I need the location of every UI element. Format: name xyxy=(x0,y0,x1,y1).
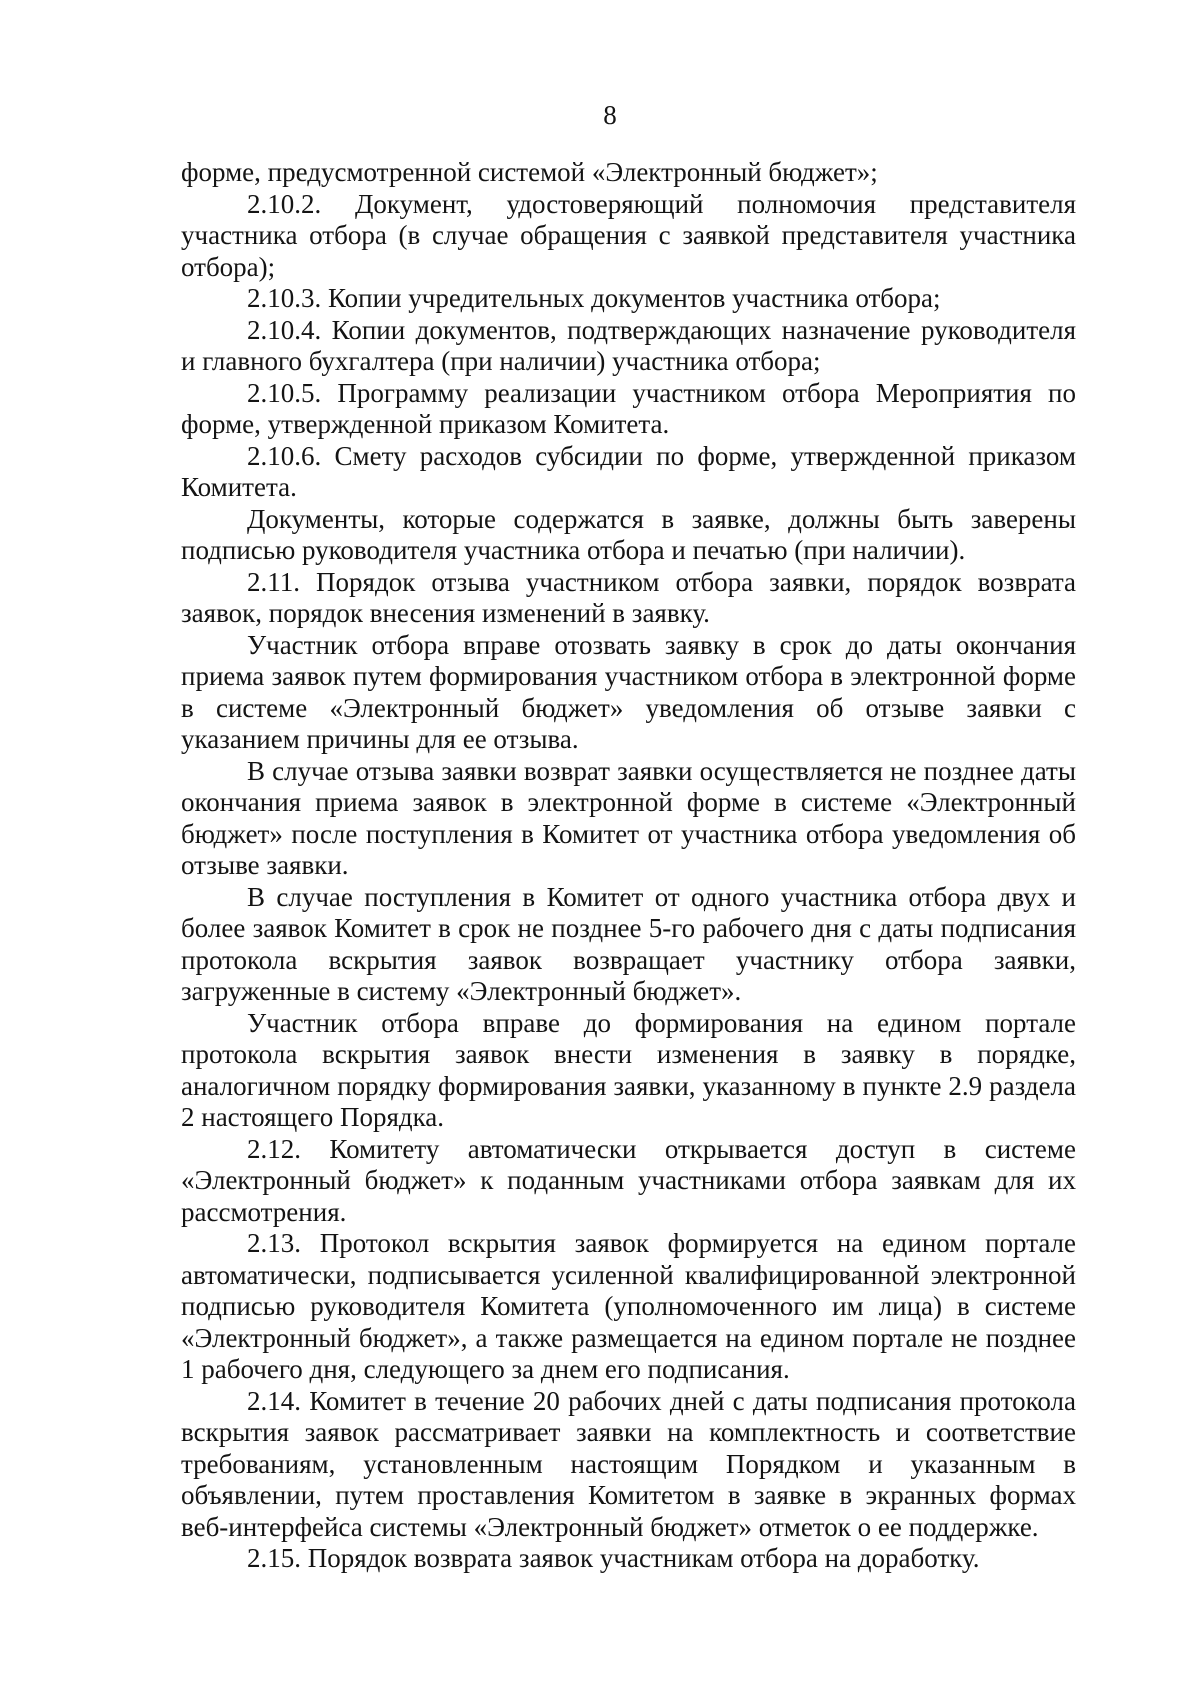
paragraph: 2.10.4. Копии документов, подтверждающих назначение руководителя и главного бухгалтера (при наличии) участника отбора; xyxy=(181,314,1076,376)
paragraph: В случае отзыва заявки возврат заявки осуществляется не позднее даты окончания приема заявок в электронной форме в системе «Электронный бюджет» после поступления в Комитет от участника отбора уведомления об отзыве заявки. xyxy=(181,755,1076,880)
paragraph: 2.10.6. Смету расходов субсидии по форме, утвержденной приказом Комитета. xyxy=(181,440,1076,502)
paragraph: форме, предусмотренной системой «Электронный бюджет»; xyxy=(181,157,878,187)
paragraph: Документы, которые содержатся в заявке, должны быть заверены подписью руководителя участника отбора и печатью (при наличии). xyxy=(181,503,1076,565)
paragraph: 2.10.3. Копии учредительных документов участника отбора; xyxy=(247,283,941,313)
paragraph: 2.15. Порядок возврата заявок участникам отбора на доработку. xyxy=(247,1543,980,1573)
paragraph: 2.10.2. Документ, удостоверяющий полномочия представителя участника отбора (в случае обращения с заявкой представителя участника отбора); xyxy=(181,188,1076,282)
page-number: 8 xyxy=(603,100,617,130)
paragraph: 2.14. Комитет в течение 20 рабочих дней с даты подписания протокола вскрытия заявок рассматривает заявки на комплектность и соответствие требованиям, установленным настоящим Порядком и указанным в объявлении, путем проставления Комитетом в заявке в экранных формах веб-интерфейса системы «Электронный бюджет» отметок о ее поддержке. xyxy=(181,1385,1076,1542)
paragraph: 2.13. Протокол вскрытия заявок формируется на едином портале автоматически, подписывается усиленной квалифицированной электронной подписью руководителя Комитета (уполномоченного им лица) в системе «Электронный бюджет», а также размещается на едином портале не позднее 1 рабочего дня, следующего за днем его подписания. xyxy=(181,1228,1076,1384)
paragraph: Участник отбора вправе отозвать заявку в срок до даты окончания приема заявок путем формирования участником отбора в электронной форме в системе «Электронный бюджет» уведомления об отзыве заявки с указанием причины для ее отзыва. xyxy=(181,629,1076,754)
paragraph: 2.10.5. Программу реализации участником отбора Мероприятия по форме, утвержденной приказом Комитета. xyxy=(181,377,1076,439)
paragraph: 2.11. Порядок отзыва участником отбора заявки, порядок возврата заявок, порядок внесения изменений в заявку. xyxy=(181,566,1076,628)
paragraph: В случае поступления в Комитет от одного участника отбора двух и более заявок Комитет в срок не позднее 5-го рабочего дня с даты подписания протокола вскрытия заявок возвращает участнику отбора заявки, загруженные в систему «Электронный бюджет». xyxy=(181,881,1076,1006)
document-body xyxy=(181,157,1076,1575)
paragraph: Участник отбора вправе до формирования на едином портале протокола вскрытия заявок внести изменения в заявку в порядке, аналогичном порядку формирования заявки, указанному в пункте 2.9 раздела 2 настоящего Порядка. xyxy=(181,1007,1076,1132)
paragraph: 2.12. Комитету автоматически открывается доступ в системе «Электронный бюджет» к поданным участниками отбора заявкам для их рассмотрения. xyxy=(181,1133,1076,1227)
